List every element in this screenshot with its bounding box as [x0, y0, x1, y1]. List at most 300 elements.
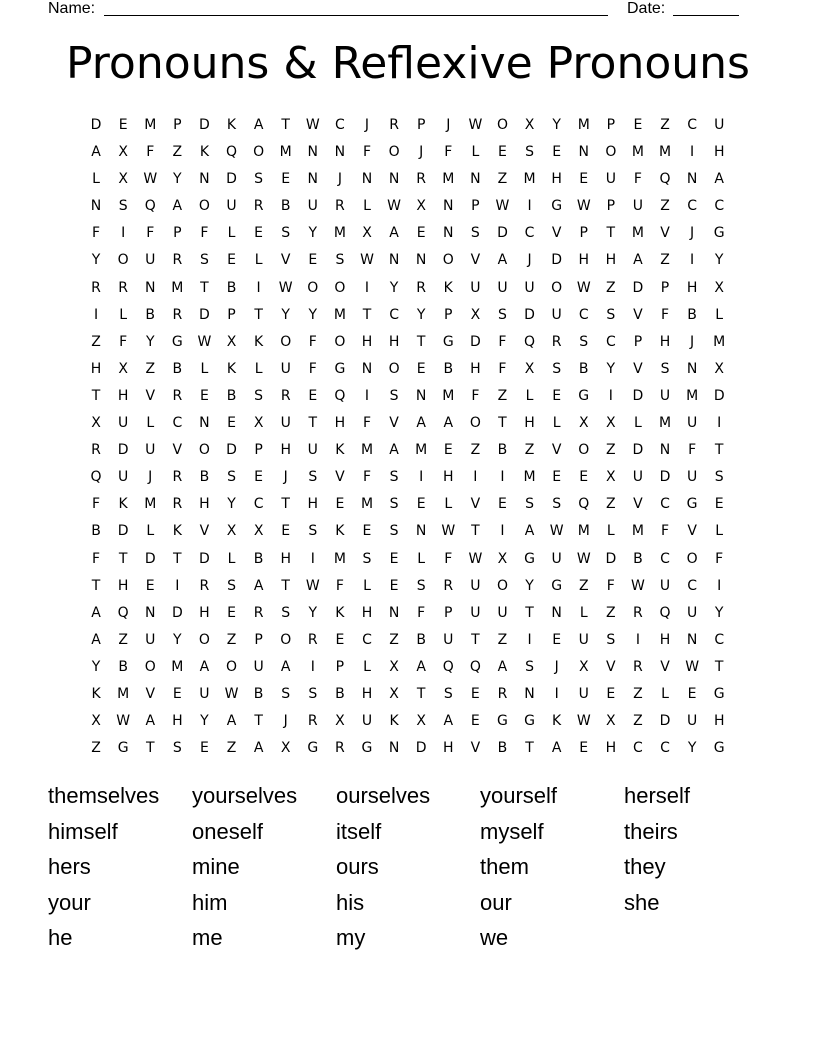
grid-letter[interactable]: Y: [200, 713, 209, 730]
grid-letter[interactable]: S: [606, 631, 616, 648]
grid-letter[interactable]: T: [173, 550, 182, 567]
grid-letter[interactable]: R: [172, 496, 183, 513]
grid-letter[interactable]: U: [470, 604, 481, 621]
grid-letter[interactable]: U: [497, 604, 508, 621]
grid-letter[interactable]: Z: [578, 577, 589, 594]
grid-letter[interactable]: T: [281, 496, 290, 513]
grid-letter[interactable]: F: [146, 225, 155, 242]
grid-letter[interactable]: F: [92, 550, 101, 567]
grid-letter[interactable]: F: [417, 604, 426, 621]
grid-letter[interactable]: D: [90, 117, 102, 133]
grid-letter[interactable]: U: [361, 713, 373, 730]
grid-letter[interactable]: A: [443, 415, 454, 432]
grid-letter[interactable]: A: [253, 740, 264, 757]
grid-letter[interactable]: T: [471, 631, 480, 648]
grid-letter[interactable]: A: [497, 252, 508, 269]
grid-letter[interactable]: Z: [660, 198, 670, 215]
grid-letter[interactable]: N: [199, 415, 210, 432]
grid-letter[interactable]: A: [524, 523, 535, 540]
grid-letter[interactable]: B: [443, 360, 454, 377]
grid-letter[interactable]: I: [93, 306, 99, 323]
grid-letter[interactable]: B: [118, 658, 128, 675]
grid-letter[interactable]: S: [362, 550, 372, 567]
grid-letter[interactable]: R: [443, 577, 454, 594]
grid-letter[interactable]: C: [578, 306, 589, 323]
grid-letter[interactable]: X: [253, 523, 264, 540]
grid-letter[interactable]: Z: [524, 442, 535, 459]
grid-letter[interactable]: Z: [389, 631, 399, 648]
grid-letter[interactable]: O: [496, 117, 508, 133]
grid-letter[interactable]: T: [714, 658, 724, 675]
grid-letter[interactable]: X: [470, 306, 481, 323]
grid-letter[interactable]: D: [199, 550, 210, 567]
grid-letter[interactable]: G: [686, 496, 698, 513]
grid-letter[interactable]: X: [416, 198, 426, 215]
grid-letter[interactable]: H: [578, 252, 589, 269]
grid-letter[interactable]: J: [283, 713, 288, 730]
grid-letter[interactable]: F: [444, 550, 453, 567]
grid-letter[interactable]: P: [633, 333, 643, 350]
grid-letter[interactable]: E: [470, 685, 480, 702]
grid-letter[interactable]: M: [631, 523, 644, 540]
grid-letter[interactable]: A: [145, 713, 156, 730]
grid-letter[interactable]: Y: [416, 306, 426, 323]
grid-letter[interactable]: H: [361, 604, 373, 621]
grid-letter[interactable]: B: [199, 469, 210, 486]
grid-letter[interactable]: U: [714, 117, 725, 133]
grid-letter[interactable]: Q: [334, 387, 346, 404]
grid-letter[interactable]: R: [633, 658, 643, 675]
grid-letter[interactable]: A: [253, 577, 264, 594]
grid-letter[interactable]: R: [172, 387, 183, 404]
grid-letter[interactable]: X: [91, 713, 101, 730]
grid-letter[interactable]: M: [631, 144, 644, 161]
grid-letter[interactable]: N: [307, 171, 319, 188]
grid-letter[interactable]: V: [660, 658, 670, 675]
grid-letter[interactable]: X: [524, 117, 535, 133]
grid-letter[interactable]: F: [444, 144, 453, 161]
grid-letter[interactable]: M: [333, 550, 346, 567]
grid-letter[interactable]: K: [335, 523, 345, 540]
grid-letter[interactable]: P: [254, 442, 263, 459]
grid-letter[interactable]: W: [685, 658, 700, 675]
grid-letter[interactable]: D: [117, 442, 129, 459]
grid-letter[interactable]: X: [606, 713, 616, 730]
grid-letter[interactable]: V: [633, 360, 643, 377]
grid-letter[interactable]: D: [199, 306, 210, 323]
grid-letter[interactable]: H: [524, 415, 535, 432]
grid-letter[interactable]: N: [551, 604, 562, 621]
grid-letter[interactable]: G: [551, 577, 563, 594]
grid-letter[interactable]: N: [415, 252, 427, 269]
grid-letter[interactable]: X: [118, 360, 128, 377]
grid-letter[interactable]: A: [416, 415, 426, 432]
grid-letter[interactable]: A: [226, 713, 237, 730]
grid-letter[interactable]: A: [551, 740, 562, 757]
grid-letter[interactable]: E: [308, 387, 318, 404]
grid-letter[interactable]: D: [632, 279, 644, 296]
grid-letter[interactable]: S: [389, 523, 399, 540]
grid-letter[interactable]: U: [659, 387, 671, 404]
grid-letter[interactable]: Y: [173, 631, 182, 648]
grid-letter[interactable]: E: [579, 740, 589, 757]
grid-letter[interactable]: E: [308, 252, 318, 269]
grid-letter[interactable]: C: [253, 496, 264, 513]
grid-letter[interactable]: C: [687, 577, 697, 594]
grid-letter[interactable]: S: [470, 225, 480, 242]
grid-letter[interactable]: C: [605, 333, 616, 350]
grid-letter[interactable]: C: [714, 198, 725, 215]
grid-letter[interactable]: M: [658, 144, 672, 161]
grid-letter[interactable]: H: [388, 333, 400, 350]
grid-letter[interactable]: W: [441, 523, 456, 540]
grid-letter[interactable]: N: [144, 604, 156, 621]
grid-letter[interactable]: Y: [308, 604, 318, 621]
grid-letter[interactable]: H: [551, 171, 562, 188]
grid-letter[interactable]: G: [713, 225, 725, 242]
grid-letter[interactable]: S: [606, 306, 616, 323]
grid-letter[interactable]: X: [335, 713, 345, 730]
grid-letter[interactable]: N: [388, 171, 400, 188]
grid-letter[interactable]: P: [227, 306, 236, 323]
grid-letter[interactable]: Y: [606, 360, 616, 377]
grid-letter[interactable]: S: [118, 198, 128, 215]
grid-letter[interactable]: E: [389, 550, 399, 567]
grid-letter[interactable]: P: [173, 117, 182, 133]
grid-letter[interactable]: R: [307, 713, 318, 730]
grid-letter[interactable]: Y: [525, 577, 534, 594]
grid-letter[interactable]: P: [335, 658, 345, 675]
grid-letter[interactable]: W: [468, 117, 483, 133]
grid-letter[interactable]: O: [469, 415, 481, 432]
grid-letter[interactable]: S: [199, 252, 209, 269]
grid-letter[interactable]: P: [173, 225, 182, 242]
grid-letter[interactable]: M: [360, 496, 374, 513]
grid-letter[interactable]: F: [335, 577, 344, 594]
grid-letter[interactable]: M: [415, 442, 428, 459]
grid-letter[interactable]: U: [470, 577, 481, 594]
grid-letter[interactable]: E: [254, 225, 264, 242]
grid-letter[interactable]: E: [579, 469, 589, 486]
grid-letter[interactable]: P: [606, 198, 616, 215]
grid-letter[interactable]: N: [334, 144, 346, 161]
grid-letter[interactable]: W: [495, 198, 510, 215]
grid-letter[interactable]: W: [468, 550, 483, 567]
grid-letter[interactable]: Y: [173, 171, 182, 188]
grid-letter[interactable]: H: [713, 713, 725, 730]
name-field-line[interactable]: [104, 15, 608, 16]
grid-letter[interactable]: X: [226, 523, 237, 540]
grid-letter[interactable]: X: [253, 415, 264, 432]
grid-letter[interactable]: C: [389, 306, 399, 323]
grid-letter[interactable]: L: [363, 198, 371, 215]
grid-letter[interactable]: H: [713, 144, 725, 161]
grid-letter[interactable]: D: [551, 252, 563, 269]
grid-letter[interactable]: S: [227, 469, 236, 486]
grid-letter[interactable]: K: [335, 442, 345, 459]
grid-letter[interactable]: Z: [497, 631, 508, 648]
grid-letter[interactable]: W: [116, 713, 131, 730]
grid-letter[interactable]: N: [578, 144, 589, 161]
grid-letter[interactable]: E: [498, 144, 507, 161]
grid-letter[interactable]: B: [172, 360, 183, 377]
grid-letter[interactable]: Q: [578, 496, 590, 513]
grid-letter[interactable]: S: [227, 577, 236, 594]
grid-letter[interactable]: L: [363, 658, 371, 675]
grid-letter[interactable]: N: [686, 171, 698, 188]
grid-letter[interactable]: X: [416, 713, 426, 730]
grid-letter[interactable]: L: [200, 360, 209, 377]
grid-letter[interactable]: F: [362, 469, 372, 486]
grid-letter[interactable]: S: [525, 658, 534, 675]
grid-letter[interactable]: L: [92, 171, 100, 188]
grid-letter[interactable]: A: [416, 658, 426, 675]
grid-letter[interactable]: X: [91, 415, 101, 432]
grid-letter[interactable]: E: [498, 496, 507, 513]
grid-letter[interactable]: U: [551, 550, 562, 567]
grid-letter[interactable]: D: [497, 225, 508, 242]
grid-letter[interactable]: J: [337, 171, 342, 188]
grid-letter[interactable]: L: [363, 577, 371, 594]
grid-letter[interactable]: I: [527, 631, 532, 648]
grid-letter[interactable]: A: [714, 171, 724, 188]
grid-letter[interactable]: A: [280, 658, 291, 675]
grid-letter[interactable]: I: [364, 387, 370, 404]
grid-letter[interactable]: R: [389, 117, 399, 133]
grid-letter[interactable]: U: [632, 198, 644, 215]
grid-letter[interactable]: I: [121, 225, 126, 242]
grid-letter[interactable]: P: [579, 225, 588, 242]
grid-letter[interactable]: F: [688, 442, 697, 459]
grid-letter[interactable]: S: [498, 306, 507, 323]
grid-letter[interactable]: B: [497, 740, 508, 757]
grid-letter[interactable]: H: [470, 360, 481, 377]
grid-letter[interactable]: U: [280, 415, 291, 432]
grid-letter[interactable]: K: [199, 144, 210, 161]
grid-letter[interactable]: X: [714, 360, 724, 377]
grid-letter[interactable]: B: [633, 550, 643, 567]
grid-letter[interactable]: H: [361, 685, 373, 702]
grid-letter[interactable]: O: [334, 279, 346, 296]
grid-letter[interactable]: S: [552, 496, 562, 513]
grid-letter[interactable]: X: [389, 658, 399, 675]
grid-letter[interactable]: L: [417, 550, 426, 567]
grid-letter[interactable]: K: [226, 117, 237, 133]
grid-letter[interactable]: W: [549, 523, 564, 540]
grid-letter[interactable]: G: [524, 713, 535, 730]
grid-letter[interactable]: O: [117, 252, 129, 269]
grid-letter[interactable]: U: [686, 713, 698, 730]
grid-letter[interactable]: F: [660, 523, 670, 540]
grid-letter[interactable]: E: [118, 117, 128, 133]
grid-letter[interactable]: M: [442, 171, 455, 188]
grid-letter[interactable]: Q: [90, 469, 102, 486]
grid-letter[interactable]: M: [333, 225, 346, 242]
date-field-line[interactable]: [673, 15, 739, 16]
grid-letter[interactable]: A: [253, 117, 264, 133]
grid-letter[interactable]: M: [658, 415, 672, 432]
grid-letter[interactable]: K: [118, 496, 128, 513]
grid-letter[interactable]: Z: [660, 117, 670, 133]
grid-letter[interactable]: S: [308, 469, 318, 486]
grid-letter[interactable]: W: [576, 550, 591, 567]
grid-letter[interactable]: D: [117, 523, 129, 540]
grid-letter[interactable]: R: [497, 685, 508, 702]
grid-letter[interactable]: T: [91, 387, 101, 404]
grid-letter[interactable]: I: [500, 523, 505, 540]
grid-letter[interactable]: U: [524, 279, 535, 296]
grid-letter[interactable]: S: [389, 387, 399, 404]
grid-letter[interactable]: H: [334, 415, 346, 432]
grid-letter[interactable]: J: [283, 469, 288, 486]
grid-letter[interactable]: O: [280, 631, 292, 648]
grid-letter[interactable]: Y: [687, 740, 697, 757]
grid-letter[interactable]: R: [118, 279, 128, 296]
grid-letter[interactable]: O: [496, 577, 508, 594]
grid-letter[interactable]: B: [416, 631, 426, 648]
grid-letter[interactable]: M: [442, 387, 455, 404]
grid-letter[interactable]: T: [281, 577, 290, 594]
grid-letter[interactable]: A: [443, 713, 454, 730]
grid-letter[interactable]: O: [226, 658, 238, 675]
grid-letter[interactable]: H: [199, 604, 210, 621]
grid-letter[interactable]: A: [497, 658, 508, 675]
grid-letter[interactable]: A: [91, 631, 101, 648]
grid-letter[interactable]: Z: [226, 740, 237, 757]
grid-letter[interactable]: R: [172, 469, 183, 486]
grid-letter[interactable]: F: [92, 496, 101, 513]
grid-letter[interactable]: P: [660, 279, 670, 296]
grid-letter[interactable]: I: [473, 469, 478, 486]
grid-letter[interactable]: W: [224, 685, 239, 702]
grid-letter[interactable]: U: [145, 631, 156, 648]
grid-letter[interactable]: G: [307, 740, 319, 757]
grid-letter[interactable]: D: [632, 387, 644, 404]
grid-letter[interactable]: C: [660, 740, 670, 757]
grid-letter[interactable]: Z: [660, 252, 670, 269]
grid-letter[interactable]: W: [631, 577, 645, 594]
grid-letter[interactable]: D: [144, 550, 156, 567]
grid-letter[interactable]: D: [605, 550, 617, 567]
grid-letter[interactable]: F: [498, 333, 507, 350]
grid-letter[interactable]: Y: [389, 279, 399, 296]
grid-letter[interactable]: B: [253, 550, 264, 567]
grid-letter[interactable]: E: [254, 469, 264, 486]
grid-letter[interactable]: E: [714, 496, 724, 513]
grid-letter[interactable]: M: [360, 442, 374, 459]
grid-letter[interactable]: T: [714, 442, 724, 459]
grid-letter[interactable]: O: [198, 442, 210, 459]
grid-letter[interactable]: H: [443, 740, 454, 757]
grid-letter[interactable]: F: [471, 387, 480, 404]
grid-letter[interactable]: O: [551, 279, 563, 296]
grid-letter[interactable]: R: [91, 442, 101, 459]
grid-letter[interactable]: M: [171, 658, 184, 675]
grid-letter[interactable]: V: [172, 442, 183, 459]
grid-letter[interactable]: V: [687, 523, 697, 540]
grid-letter[interactable]: D: [632, 442, 644, 459]
grid-letter[interactable]: S: [525, 144, 534, 161]
grid-letter[interactable]: V: [335, 469, 345, 486]
grid-letter[interactable]: H: [659, 631, 671, 648]
grid-letter[interactable]: X: [280, 740, 291, 757]
grid-letter[interactable]: Z: [172, 144, 183, 161]
grid-letter[interactable]: M: [144, 496, 157, 513]
grid-letter[interactable]: N: [659, 442, 671, 459]
grid-letter[interactable]: S: [525, 496, 534, 513]
grid-letter[interactable]: E: [199, 387, 209, 404]
grid-letter[interactable]: K: [552, 713, 562, 730]
grid-letter[interactable]: Z: [606, 496, 616, 513]
grid-letter[interactable]: U: [632, 469, 644, 486]
grid-letter[interactable]: X: [118, 171, 128, 188]
grid-letter[interactable]: U: [686, 415, 698, 432]
grid-letter[interactable]: H: [117, 577, 129, 594]
grid-letter[interactable]: W: [305, 577, 320, 594]
grid-letter[interactable]: L: [444, 496, 453, 513]
grid-letter[interactable]: C: [335, 117, 345, 133]
grid-letter[interactable]: A: [389, 442, 399, 459]
grid-letter[interactable]: H: [90, 360, 102, 377]
grid-letter[interactable]: E: [470, 713, 480, 730]
grid-letter[interactable]: I: [717, 577, 722, 594]
grid-letter[interactable]: L: [146, 415, 155, 432]
grid-letter[interactable]: X: [714, 279, 724, 296]
grid-letter[interactable]: W: [576, 279, 591, 296]
grid-letter[interactable]: D: [226, 171, 237, 188]
grid-letter[interactable]: E: [552, 469, 562, 486]
grid-letter[interactable]: Y: [308, 225, 318, 242]
grid-letter[interactable]: J: [690, 333, 695, 350]
grid-letter[interactable]: B: [253, 685, 264, 702]
grid-letter[interactable]: K: [172, 523, 182, 540]
grid-letter[interactable]: X: [118, 144, 128, 161]
grid-letter[interactable]: N: [443, 198, 454, 215]
grid-letter[interactable]: F: [606, 577, 615, 594]
grid-letter[interactable]: U: [497, 279, 508, 296]
grid-letter[interactable]: U: [307, 442, 318, 459]
grid-letter[interactable]: O: [442, 252, 454, 269]
grid-letter[interactable]: R: [280, 387, 291, 404]
grid-letter[interactable]: I: [527, 198, 532, 215]
grid-letter[interactable]: W: [197, 333, 212, 350]
grid-letter[interactable]: M: [577, 523, 590, 540]
grid-letter[interactable]: N: [415, 387, 427, 404]
grid-letter[interactable]: I: [717, 415, 722, 432]
grid-letter[interactable]: F: [200, 225, 209, 242]
grid-letter[interactable]: K: [254, 333, 264, 350]
grid-letter[interactable]: P: [444, 306, 453, 323]
grid-letter[interactable]: X: [578, 415, 589, 432]
grid-letter[interactable]: D: [469, 333, 481, 350]
grid-letter[interactable]: G: [497, 713, 508, 730]
grid-letter[interactable]: S: [172, 740, 182, 757]
grid-letter[interactable]: H: [443, 469, 454, 486]
grid-letter[interactable]: B: [687, 306, 697, 323]
grid-letter[interactable]: A: [172, 198, 183, 215]
grid-letter[interactable]: H: [280, 442, 291, 459]
grid-letter[interactable]: I: [364, 279, 370, 296]
grid-letter[interactable]: Q: [524, 333, 536, 350]
grid-letter[interactable]: M: [577, 117, 590, 133]
grid-letter[interactable]: A: [91, 144, 101, 161]
grid-letter[interactable]: L: [661, 685, 669, 702]
grid-letter[interactable]: J: [554, 658, 559, 675]
grid-letter[interactable]: L: [119, 306, 128, 323]
grid-letter[interactable]: U: [659, 577, 671, 594]
grid-letter[interactable]: S: [308, 523, 318, 540]
grid-letter[interactable]: A: [389, 225, 399, 242]
